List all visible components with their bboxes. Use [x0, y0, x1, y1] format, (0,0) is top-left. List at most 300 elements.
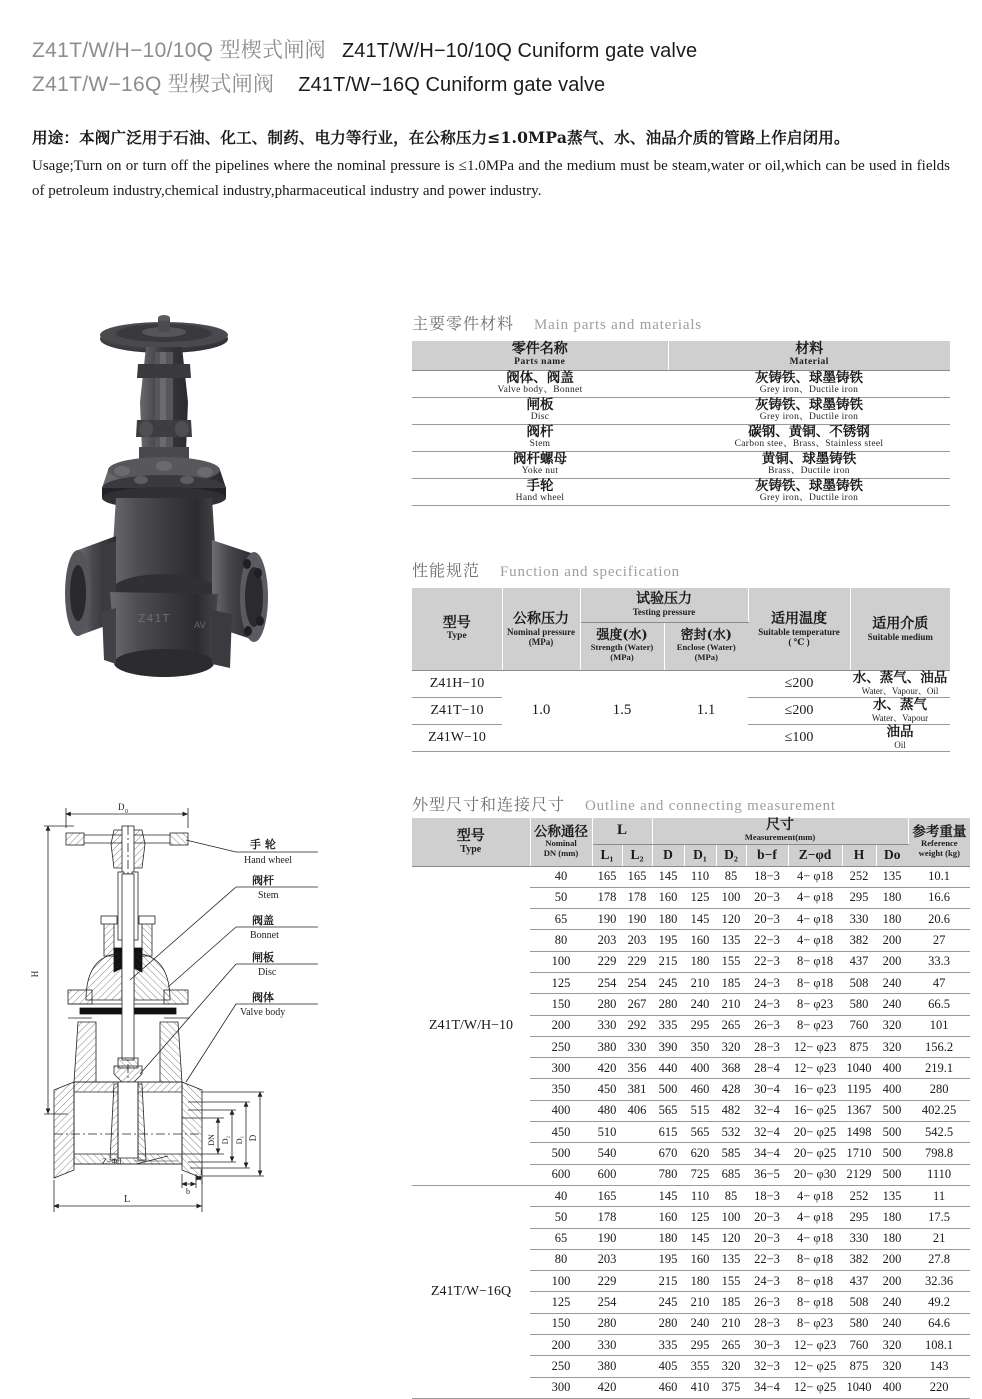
cell-weight: 108.1	[908, 1335, 970, 1356]
cell-bf: 26−3	[746, 1015, 788, 1036]
header-material-en: Material	[789, 357, 829, 368]
cell-Do: 200	[876, 951, 908, 972]
header-parts-name	[412, 341, 668, 370]
cell-D1: 410	[684, 1377, 716, 1398]
cell-medium: 水、蒸气 Water、Vapour	[850, 697, 950, 724]
cell-dn: 100	[530, 1271, 592, 1292]
cell-part: 阀杆 Stem	[412, 424, 668, 451]
header-parts-name-cn: 零件名称	[511, 341, 568, 358]
cell-Do: 135	[876, 1185, 908, 1206]
usage-block	[32, 126, 950, 203]
header-enclose-water: 密封(水) Enclose (Water) (MPa)	[664, 622, 748, 670]
cell-H: 875	[842, 1036, 876, 1057]
cell-Do: 135	[876, 866, 908, 887]
cell-weight: 220	[908, 1377, 970, 1398]
cell-weight: 47	[908, 972, 970, 993]
header-parts-name-en: Parts name	[514, 357, 566, 368]
cell-zphid: 12− φ25	[788, 1356, 842, 1377]
cell-dn: 250	[530, 1036, 592, 1057]
cell-L2	[622, 1228, 652, 1249]
drawing-label-disc-cn: 闸板	[252, 951, 274, 964]
cell-weight: 64.6	[908, 1313, 970, 1334]
cell-D2: 265	[716, 1335, 746, 1356]
table-header-row	[412, 341, 950, 370]
cell-L1: 190	[592, 909, 622, 930]
table-row	[412, 1185, 970, 1206]
table-row	[412, 670, 950, 697]
cell-weight: 21	[908, 1228, 970, 1249]
cell-H: 252	[842, 866, 876, 887]
cell-D: 160	[652, 1207, 684, 1228]
cell-type-1: Z41T/W−16Q	[412, 1185, 530, 1398]
cell-dn: 40	[530, 1185, 592, 1206]
cell-L1: 280	[592, 994, 622, 1015]
cell-part: 闸板 Disc	[412, 397, 668, 424]
cell-D2: 320	[716, 1036, 746, 1057]
cell-H: 295	[842, 887, 876, 908]
cell-medium: 水、蒸气、油品 Water、Vapour、Oil	[850, 670, 950, 697]
cell-bf: 18−3	[746, 1185, 788, 1206]
cell-weight: 11	[908, 1185, 970, 1206]
function-section-heading	[412, 558, 680, 581]
svg-text:H: H	[30, 970, 40, 978]
cell-L2: 406	[622, 1100, 652, 1121]
cell-H: 1195	[842, 1079, 876, 1100]
header-testing-pressure: 试验压力 Testing pressure	[580, 588, 748, 622]
svg-text:DN: DN	[207, 1134, 216, 1146]
header-measurement: 尺寸 Measurement(mm)	[652, 818, 908, 844]
header-Do: Do	[876, 844, 908, 866]
cell-Do: 200	[876, 1271, 908, 1292]
cell-enclose: 1.1	[664, 670, 748, 751]
cell-L1: 203	[592, 1249, 622, 1270]
cell-D1: 180	[684, 1271, 716, 1292]
header-z-phi-d: Z−φd	[788, 844, 842, 866]
svg-text:AV: AV	[194, 621, 206, 631]
cell-Do: 320	[876, 1356, 908, 1377]
cell-D: 180	[652, 909, 684, 930]
cell-D1: 110	[684, 1185, 716, 1206]
cell-weight: 1110	[908, 1164, 970, 1185]
cell-D: 615	[652, 1122, 684, 1143]
parts-section-heading	[412, 311, 702, 334]
cell-Do: 500	[876, 1100, 908, 1121]
cell-bf: 18−3	[746, 866, 788, 887]
cell-dn: 200	[530, 1015, 592, 1036]
table-row	[412, 866, 970, 887]
cell-zphid: 12− φ23	[788, 1036, 842, 1057]
function-spec-table-wrap	[412, 588, 950, 752]
cell-temperature: ≤100	[748, 724, 850, 751]
cell-zphid: 12− φ23	[788, 1335, 842, 1356]
cell-bf: 20−3	[746, 887, 788, 908]
cell-dn: 200	[530, 1335, 592, 1356]
cell-D1: 110	[684, 866, 716, 887]
parts-heading-chinese: 主要零件材料	[412, 314, 515, 333]
cell-Do: 400	[876, 1079, 908, 1100]
cell-zphid: 8− φ18	[788, 951, 842, 972]
cell-bf: 30−4	[746, 1079, 788, 1100]
cell-D2: 265	[716, 1015, 746, 1036]
cell-zphid: 16− φ25	[788, 1100, 842, 1121]
cell-D2: 685	[716, 1164, 746, 1185]
cell-D2: 320	[716, 1356, 746, 1377]
cell-dn: 80	[530, 1249, 592, 1270]
cell-Do: 180	[876, 1228, 908, 1249]
cell-D: 460	[652, 1377, 684, 1398]
cell-bf: 24−3	[746, 972, 788, 993]
cell-H: 1498	[842, 1122, 876, 1143]
cell-zphid: 4− φ18	[788, 866, 842, 887]
parts-materials-table-wrap	[412, 341, 950, 506]
header-type: 型号 Type	[412, 818, 530, 866]
header-material	[668, 341, 950, 370]
cell-L2: 165	[622, 866, 652, 887]
cell-Do: 320	[876, 1015, 908, 1036]
cell-bf: 32−3	[746, 1356, 788, 1377]
cell-D: 335	[652, 1335, 684, 1356]
usage-english-text: Usage;Turn on or turn off the pipelines where the nominal pressure is ≤1.0MPa and the medium must be steam,water or oil,which can be used in fields of petroleum industry,chemical industry,pharmaceutical industry and power industry.	[32, 158, 950, 199]
cell-L1: 229	[592, 1271, 622, 1292]
cell-bf: 22−3	[746, 1249, 788, 1270]
cell-dn: 250	[530, 1356, 592, 1377]
cell-L2: 356	[622, 1058, 652, 1079]
cell-Do: 400	[876, 1058, 908, 1079]
cell-D2: 185	[716, 1292, 746, 1313]
header-suitable-medium: 适用介质 Suitable medium	[850, 588, 950, 670]
cell-L1: 420	[592, 1377, 622, 1398]
cell-D: 440	[652, 1058, 684, 1079]
cell-D2: 375	[716, 1377, 746, 1398]
cell-D2: 210	[716, 994, 746, 1015]
header-L1: L₁	[592, 844, 622, 866]
cell-L1: 380	[592, 1356, 622, 1377]
header-L2: L₂	[622, 844, 652, 866]
table-row	[412, 451, 950, 478]
cell-bf: 36−5	[746, 1164, 788, 1185]
cell-weight: 798.8	[908, 1143, 970, 1164]
svg-text:D: D	[118, 802, 125, 812]
cell-part: 手轮 Hand wheel	[412, 478, 668, 505]
svg-text:b: b	[186, 1187, 190, 1196]
cell-zphid: 20− φ30	[788, 1164, 842, 1185]
cell-zphid: 8− φ18	[788, 1249, 842, 1270]
cell-D1: 160	[684, 930, 716, 951]
header-reference-weight: 参考重量 Reference weight (kg)	[908, 818, 970, 866]
cell-zphid: 4− φ18	[788, 1185, 842, 1206]
header-D2: D₂	[716, 844, 746, 866]
cell-type: Z41W−10	[412, 724, 502, 751]
table-row	[412, 370, 950, 397]
cell-L2	[622, 1185, 652, 1206]
cell-H: 252	[842, 1185, 876, 1206]
dimension-heading-english: Outline and connecting measurement	[585, 798, 836, 814]
cell-D2: 100	[716, 1207, 746, 1228]
page-title-block	[32, 34, 952, 102]
cell-D1: 460	[684, 1079, 716, 1100]
cell-dn: 300	[530, 1377, 592, 1398]
cell-dn: 500	[530, 1143, 592, 1164]
cell-weight: 219.1	[908, 1058, 970, 1079]
drawing-label-bonnet-en: Bonnet	[250, 930, 279, 941]
cell-D1: 145	[684, 909, 716, 930]
cell-H: 875	[842, 1356, 876, 1377]
cell-D1: 350	[684, 1036, 716, 1057]
cell-Do: 500	[876, 1122, 908, 1143]
cell-bf: 24−3	[746, 1271, 788, 1292]
cell-L2	[622, 1164, 652, 1185]
cell-weight: 27	[908, 930, 970, 951]
cell-D: 145	[652, 866, 684, 887]
drawing-label-stem-en: Stem	[258, 890, 279, 901]
cell-L2	[622, 1356, 652, 1377]
drawing-label-bonnet-cn: 阀盖	[252, 914, 274, 927]
cell-weight: 17.5	[908, 1207, 970, 1228]
cell-bf: 32−4	[746, 1100, 788, 1121]
cell-L1: 450	[592, 1079, 622, 1100]
table-row	[412, 424, 950, 451]
cell-bf: 28−3	[746, 1036, 788, 1057]
cell-Do: 240	[876, 972, 908, 993]
cell-H: 1040	[842, 1058, 876, 1079]
cell-weight: 280	[908, 1079, 970, 1100]
cell-type: Z41H−10	[412, 670, 502, 697]
cell-L2	[622, 1313, 652, 1334]
cell-D2: 120	[716, 1228, 746, 1249]
cell-bf: 28−3	[746, 1313, 788, 1334]
cell-Do: 240	[876, 1292, 908, 1313]
cell-D1: 210	[684, 1292, 716, 1313]
cell-H: 437	[842, 951, 876, 972]
cell-H: 580	[842, 1313, 876, 1334]
cell-D: 280	[652, 994, 684, 1015]
cell-D2: 135	[716, 1249, 746, 1270]
usage-english	[32, 154, 950, 203]
cell-weight: 66.5	[908, 994, 970, 1015]
cell-L1: 203	[592, 930, 622, 951]
cell-bf: 30−3	[746, 1335, 788, 1356]
title-line-2-english: Z41T/W−16Q Cuniform gate valve	[298, 74, 606, 96]
cell-zphid: 4− φ18	[788, 1207, 842, 1228]
cell-zphid: 4− φ18	[788, 909, 842, 930]
dimension-table-wrap	[412, 817, 967, 1399]
cell-L1: 229	[592, 951, 622, 972]
drawing-label-valve-body-en: Valve body	[240, 1007, 286, 1018]
cell-bf: 32−4	[746, 1122, 788, 1143]
table-header-row-1	[412, 818, 970, 844]
cell-L1: 380	[592, 1036, 622, 1057]
cell-zphid: 12− φ23	[788, 1058, 842, 1079]
title-line-1-english: Z41T/W/H−10/10Q Cuniform gate valve	[341, 40, 698, 62]
cell-dn: 350	[530, 1079, 592, 1100]
cell-zphid: 8− φ18	[788, 972, 842, 993]
cell-D1: 210	[684, 972, 716, 993]
cell-dn: 50	[530, 887, 592, 908]
cell-L2	[622, 1377, 652, 1398]
cell-D1: 565	[684, 1122, 716, 1143]
cell-dn: 400	[530, 1100, 592, 1121]
svg-text:Z−Φd: Z−Φd	[102, 1157, 122, 1166]
cell-dn: 80	[530, 930, 592, 951]
cell-D1: 725	[684, 1164, 716, 1185]
cell-D2: 100	[716, 887, 746, 908]
cell-dn: 40	[530, 866, 592, 887]
cell-D2: 155	[716, 951, 746, 972]
cell-temperature: ≤200	[748, 670, 850, 697]
cell-Do: 320	[876, 1335, 908, 1356]
cell-D1: 145	[684, 1228, 716, 1249]
cell-nominal-pressure: 1.0	[502, 670, 580, 751]
cell-D1: 160	[684, 1249, 716, 1270]
cell-Do: 180	[876, 887, 908, 908]
cell-L2	[622, 1271, 652, 1292]
technical-drawing	[18, 782, 398, 1242]
cell-medium: 油品 Oil	[850, 724, 950, 751]
title-line-2	[32, 68, 952, 98]
header-D: D	[652, 844, 684, 866]
cell-L2	[622, 1207, 652, 1228]
cell-L2: 190	[622, 909, 652, 930]
cell-D2: 85	[716, 1185, 746, 1206]
cell-Do: 240	[876, 1313, 908, 1334]
title-line-1	[32, 34, 952, 64]
cell-D1: 515	[684, 1100, 716, 1121]
cell-D1: 240	[684, 994, 716, 1015]
cell-bf: 24−3	[746, 994, 788, 1015]
svg-text:D₁: D₁	[235, 1135, 244, 1145]
header-nominal-pressure: 公称压力 Nominal pressure (MPa)	[502, 588, 580, 670]
cell-L2	[622, 1143, 652, 1164]
cell-strength: 1.5	[580, 670, 664, 751]
cell-D2: 135	[716, 930, 746, 951]
cell-D1: 355	[684, 1356, 716, 1377]
cell-bf: 20−3	[746, 1228, 788, 1249]
cell-L2	[622, 1249, 652, 1270]
cell-D2: 120	[716, 909, 746, 930]
cell-H: 2129	[842, 1164, 876, 1185]
header-bf: b−f	[746, 844, 788, 866]
cell-bf: 20−3	[746, 1207, 788, 1228]
cell-D1: 295	[684, 1335, 716, 1356]
table-header-row-1	[412, 588, 950, 622]
usage-chinese: 用途：本阀广泛用于石油、化工、制药、电力等行业，在公称压力≤1.0MPa蒸气、水、油品介质的管路上作启闭用。	[32, 128, 850, 147]
svg-text:0: 0	[125, 809, 128, 815]
cell-dn: 100	[530, 951, 592, 972]
cell-D1: 240	[684, 1313, 716, 1334]
dimension-section-heading	[412, 792, 836, 815]
cell-D1: 400	[684, 1058, 716, 1079]
cell-D2: 185	[716, 972, 746, 993]
cell-L2	[622, 1292, 652, 1313]
cell-zphid: 20− φ25	[788, 1143, 842, 1164]
cell-D: 215	[652, 1271, 684, 1292]
cell-type-0: Z41T/W/H−10	[412, 866, 530, 1185]
cell-dn: 125	[530, 972, 592, 993]
header-suitable-temperature: 适用温度 Suitable temperature ( ℃ )	[748, 588, 850, 670]
cell-H: 437	[842, 1271, 876, 1292]
cell-D: 780	[652, 1164, 684, 1185]
parts-materials-table	[412, 341, 950, 506]
cell-L1: 420	[592, 1058, 622, 1079]
cell-material: 灰铸铁、球墨铸铁 Grey iron、Ductile iron	[668, 370, 950, 397]
cell-H: 760	[842, 1335, 876, 1356]
cell-D: 390	[652, 1036, 684, 1057]
cell-bf: 34−4	[746, 1377, 788, 1398]
cell-D: 565	[652, 1100, 684, 1121]
cell-D: 180	[652, 1228, 684, 1249]
function-heading-english: Function and specification	[500, 564, 680, 580]
cell-D: 500	[652, 1079, 684, 1100]
cell-H: 1367	[842, 1100, 876, 1121]
cell-material: 灰铸铁、球墨铸铁 Grey iron、Ductile iron	[668, 478, 950, 505]
dimension-table	[412, 818, 970, 1399]
cell-bf: 22−3	[746, 951, 788, 972]
cell-zphid: 8− φ18	[788, 1292, 842, 1313]
cell-L1: 178	[592, 1207, 622, 1228]
cell-dn: 65	[530, 1228, 592, 1249]
cell-zphid: 8− φ23	[788, 994, 842, 1015]
cell-weight: 20.6	[908, 909, 970, 930]
cell-part: 阀体、阀盖 Valve body、Bonnet	[412, 370, 668, 397]
cell-D: 160	[652, 887, 684, 908]
cell-weight: 10.1	[908, 866, 970, 887]
cell-weight: 49.2	[908, 1292, 970, 1313]
cell-Do: 180	[876, 909, 908, 930]
cell-L1: 165	[592, 1185, 622, 1206]
cell-L2	[622, 1122, 652, 1143]
header-strength-water: 强度(水) Strength (Water) (MPa)	[580, 622, 664, 670]
title-line-2-chinese: Z41T/W−16Q 型楔式闸阀	[32, 73, 275, 96]
title-line-1-chinese: Z41T/W/H−10/10Q 型楔式闸阀	[32, 39, 326, 62]
dimension-table-body	[412, 866, 970, 1398]
product-photo	[42, 292, 382, 710]
drawing-label-valve-body-cn: 阀体	[252, 991, 274, 1004]
cell-D: 280	[652, 1313, 684, 1334]
cell-bf: 20−3	[746, 909, 788, 930]
cell-bf: 28−4	[746, 1058, 788, 1079]
cell-H: 330	[842, 909, 876, 930]
drawing-label-stem-cn: 阀杆	[252, 874, 274, 887]
cell-Do: 200	[876, 1249, 908, 1270]
cell-dn: 50	[530, 1207, 592, 1228]
cell-L2: 330	[622, 1036, 652, 1057]
cell-L2: 267	[622, 994, 652, 1015]
cell-zphid: 4− φ18	[788, 930, 842, 951]
cell-Do: 320	[876, 1036, 908, 1057]
cell-dn: 125	[530, 1292, 592, 1313]
svg-text:Z41T: Z41T	[138, 612, 171, 625]
cell-material: 灰铸铁、球墨铸铁 Grey iron、Ductile iron	[668, 397, 950, 424]
cell-material: 碳钢、黄铜、不锈钢 Carbon stee、Brass、Stainless steel	[668, 424, 950, 451]
cell-dn: 65	[530, 909, 592, 930]
cell-weight: 16.6	[908, 887, 970, 908]
cell-D: 195	[652, 930, 684, 951]
cell-zphid: 16− φ23	[788, 1079, 842, 1100]
cell-D1: 620	[684, 1143, 716, 1164]
cell-zphid: 8− φ23	[788, 1313, 842, 1334]
table-row	[412, 397, 950, 424]
cell-material: 黄铜、球墨铸铁 Brass、Ductile iron	[668, 451, 950, 478]
cell-L2: 254	[622, 972, 652, 993]
cell-weight: 542.5	[908, 1122, 970, 1143]
cell-D1: 295	[684, 1015, 716, 1036]
parts-heading-english: Main parts and materials	[534, 317, 702, 333]
cell-dn: 600	[530, 1164, 592, 1185]
cell-dn: 300	[530, 1058, 592, 1079]
function-spec-table	[412, 588, 950, 752]
cell-H: 1710	[842, 1143, 876, 1164]
cell-L2: 203	[622, 930, 652, 951]
